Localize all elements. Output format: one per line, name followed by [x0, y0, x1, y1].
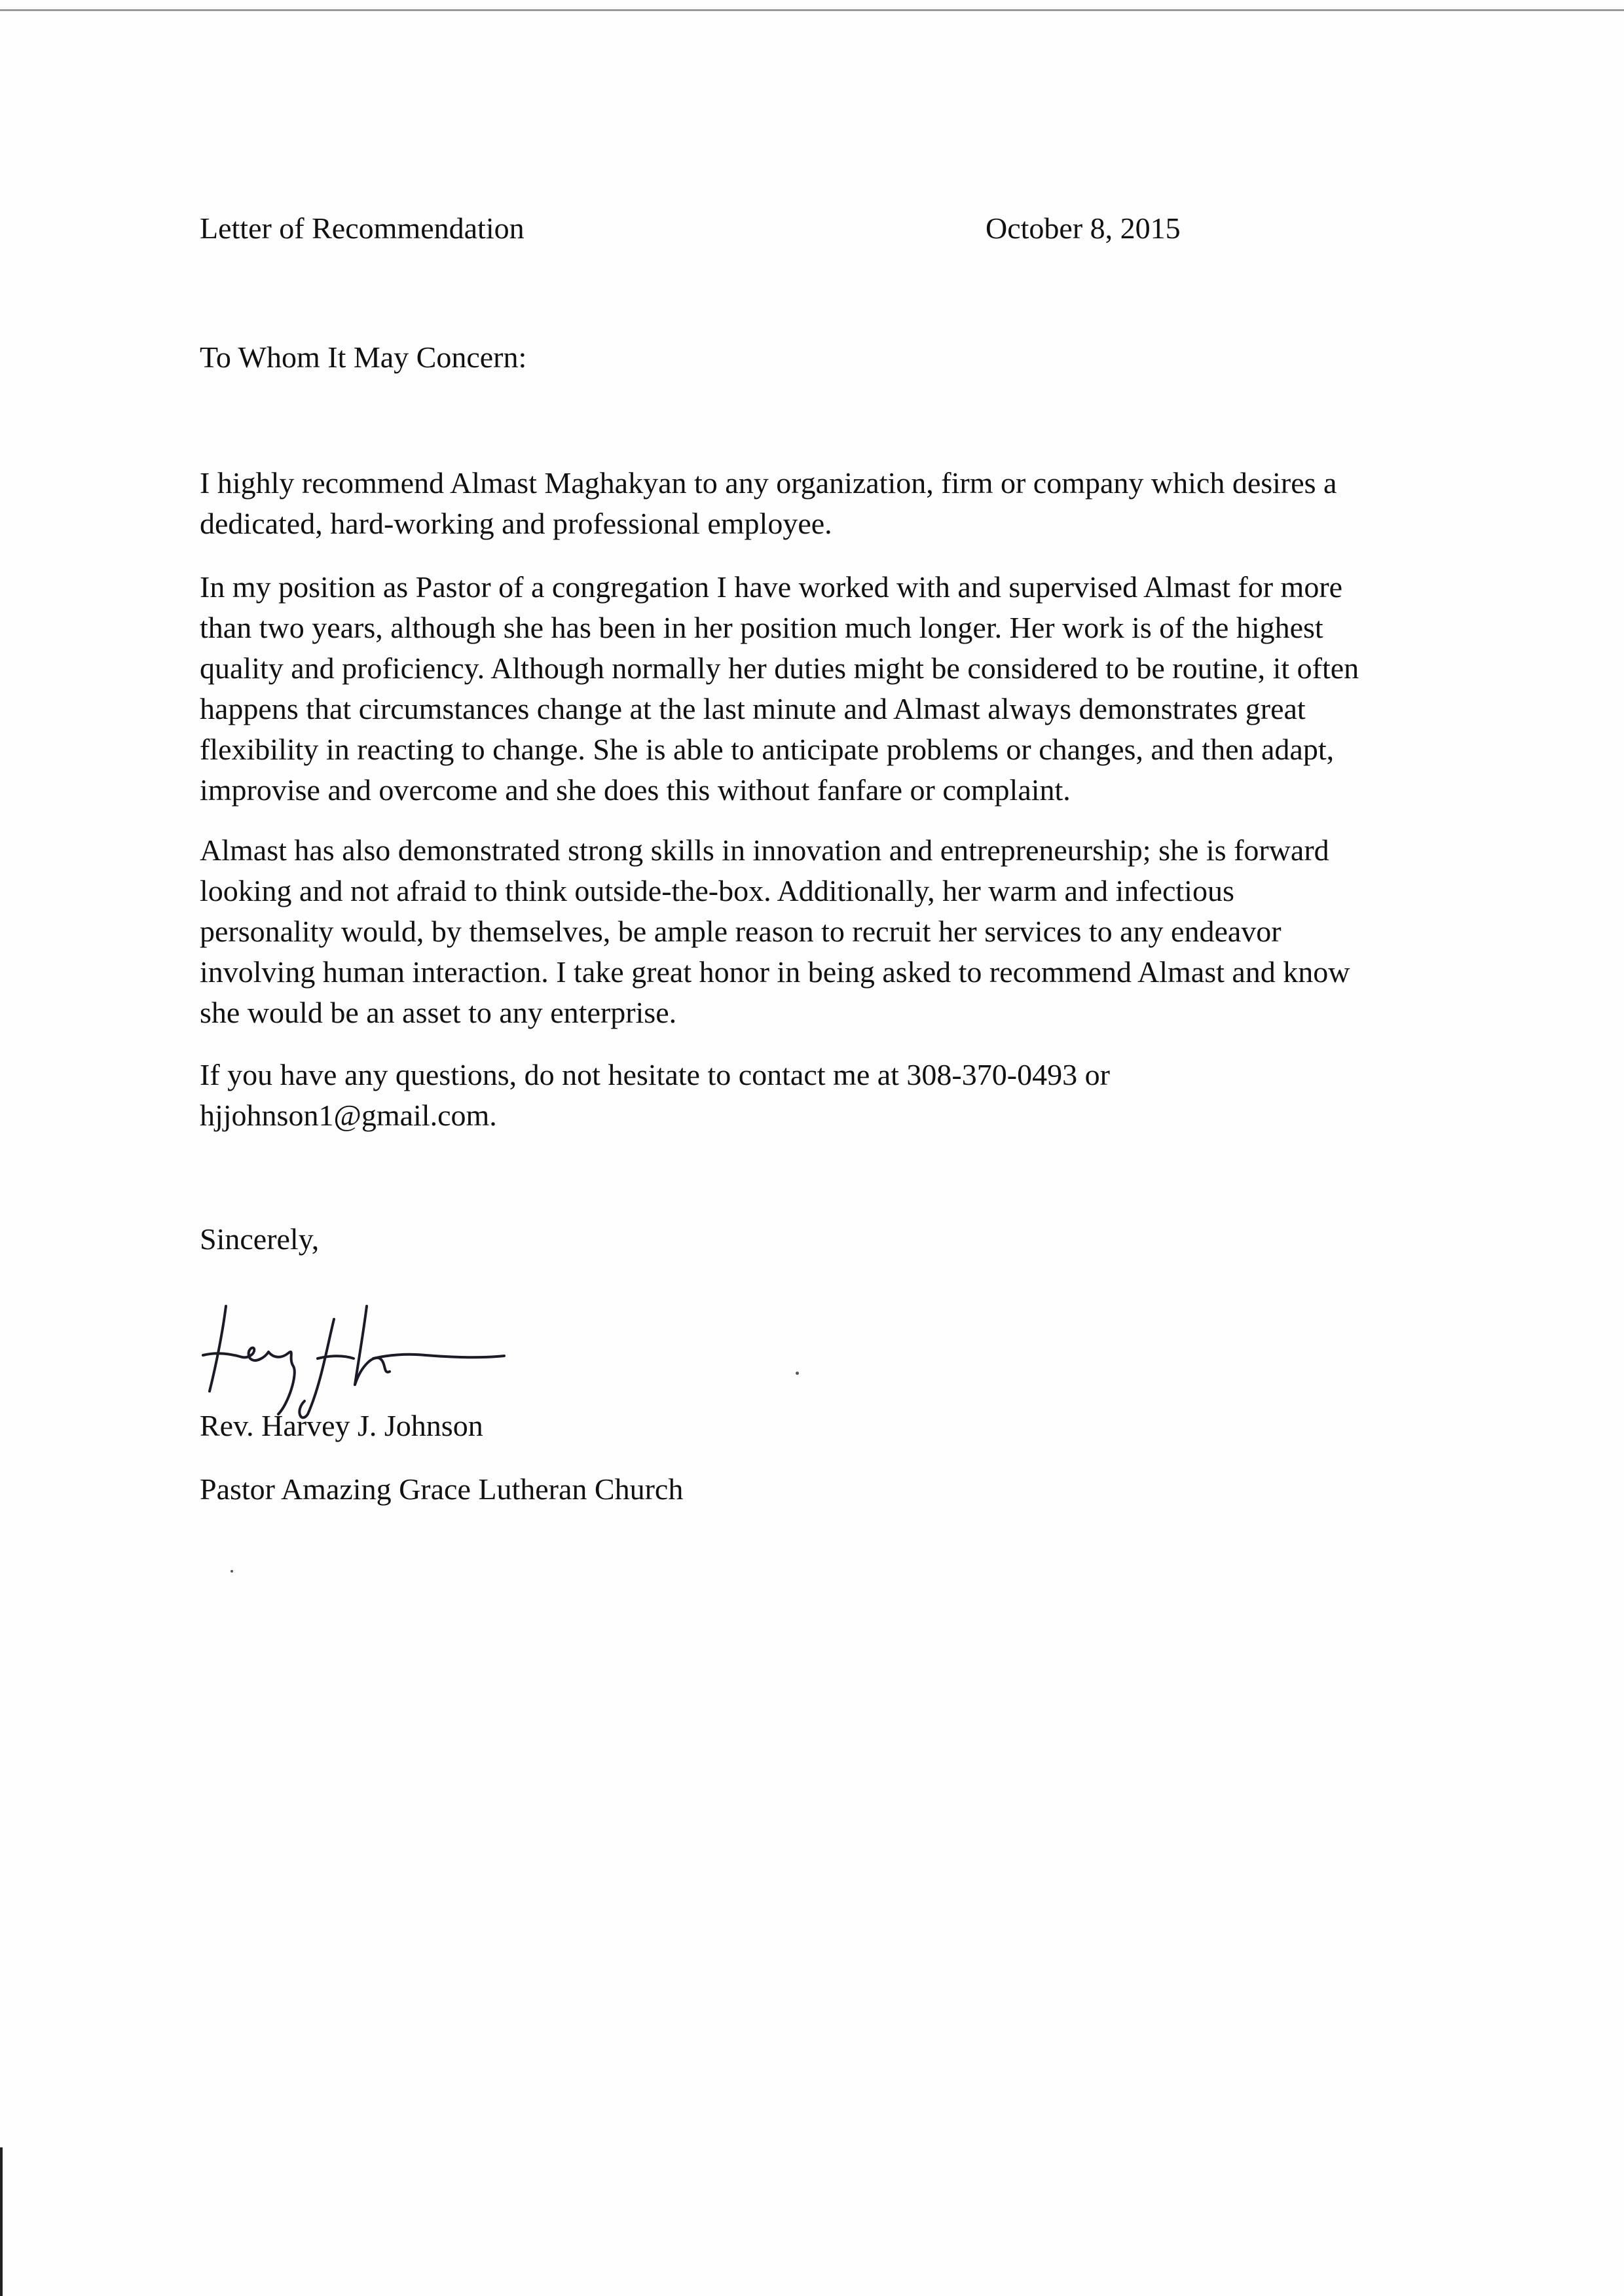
paragraph-3 [200, 830, 1483, 1033]
paragraph-line: personality would, by themselves, be ample reason to recruit her services to any endeavor [200, 915, 1282, 948]
paragraph-line: quality and proficiency. Although normally her duties might be considered to be routine, it often [200, 651, 1359, 685]
closing: Sincerely, [200, 1222, 320, 1256]
paragraph-line: If you have any questions, do not hesitate to contact me at 308-370-0493 or [200, 1058, 1110, 1091]
paragraph-1 [200, 463, 1483, 544]
scan-edge-line [0, 9, 1624, 11]
paragraph-line: improvise and overcome and she does this without fanfare or complaint. [200, 773, 1071, 807]
paragraph-line: looking and not afraid to think outside-the-box. Additionally, her warm and infectious [200, 874, 1234, 907]
paragraph-line: flexibility in reacting to change. She is able to anticipate problems or changes, and then adapt, [200, 733, 1335, 766]
scan-edge-mark [0, 2147, 3, 2296]
paragraph-line: involving human interaction. I take great honor in being asked to recommend Almast and know [200, 955, 1350, 989]
paragraph-line: dedicated, hard-working and professional employee. [200, 507, 832, 540]
handwritten-signature [190, 1293, 570, 1424]
letter-date: October 8, 2015 [986, 211, 1181, 245]
paragraph-line: In my position as Pastor of a congregation I have worked with and supervised Almast for more [200, 570, 1343, 604]
paragraph-line: I highly recommend Almast Maghakyan to any organization, firm or company which desires a [200, 466, 1337, 500]
paragraph-line: happens that circumstances change at the last minute and Almast always demonstrates great [200, 692, 1306, 725]
signer-name: Rev. Harvey J. Johnson [200, 1409, 483, 1442]
scan-speck [231, 1570, 233, 1573]
paragraph-line: Almast has also demonstrated strong skills in innovation and entrepreneurship; she is forward [200, 833, 1329, 867]
signer-title: Pastor Amazing Grace Lutheran Church [200, 1472, 684, 1506]
letter-title: Letter of Recommendation [200, 211, 525, 245]
scan-speck [796, 1372, 799, 1375]
salutation: To Whom It May Concern: [200, 340, 527, 374]
paragraph-line: hjjohnson1@gmail.com. [200, 1099, 497, 1132]
paragraph-4 [200, 1055, 1483, 1136]
paragraph-line: than two years, although she has been in her position much longer. Her work is of the highest [200, 611, 1323, 644]
paragraph-line: she would be an asset to any enterprise. [200, 996, 677, 1029]
paragraph-2 [200, 567, 1483, 811]
